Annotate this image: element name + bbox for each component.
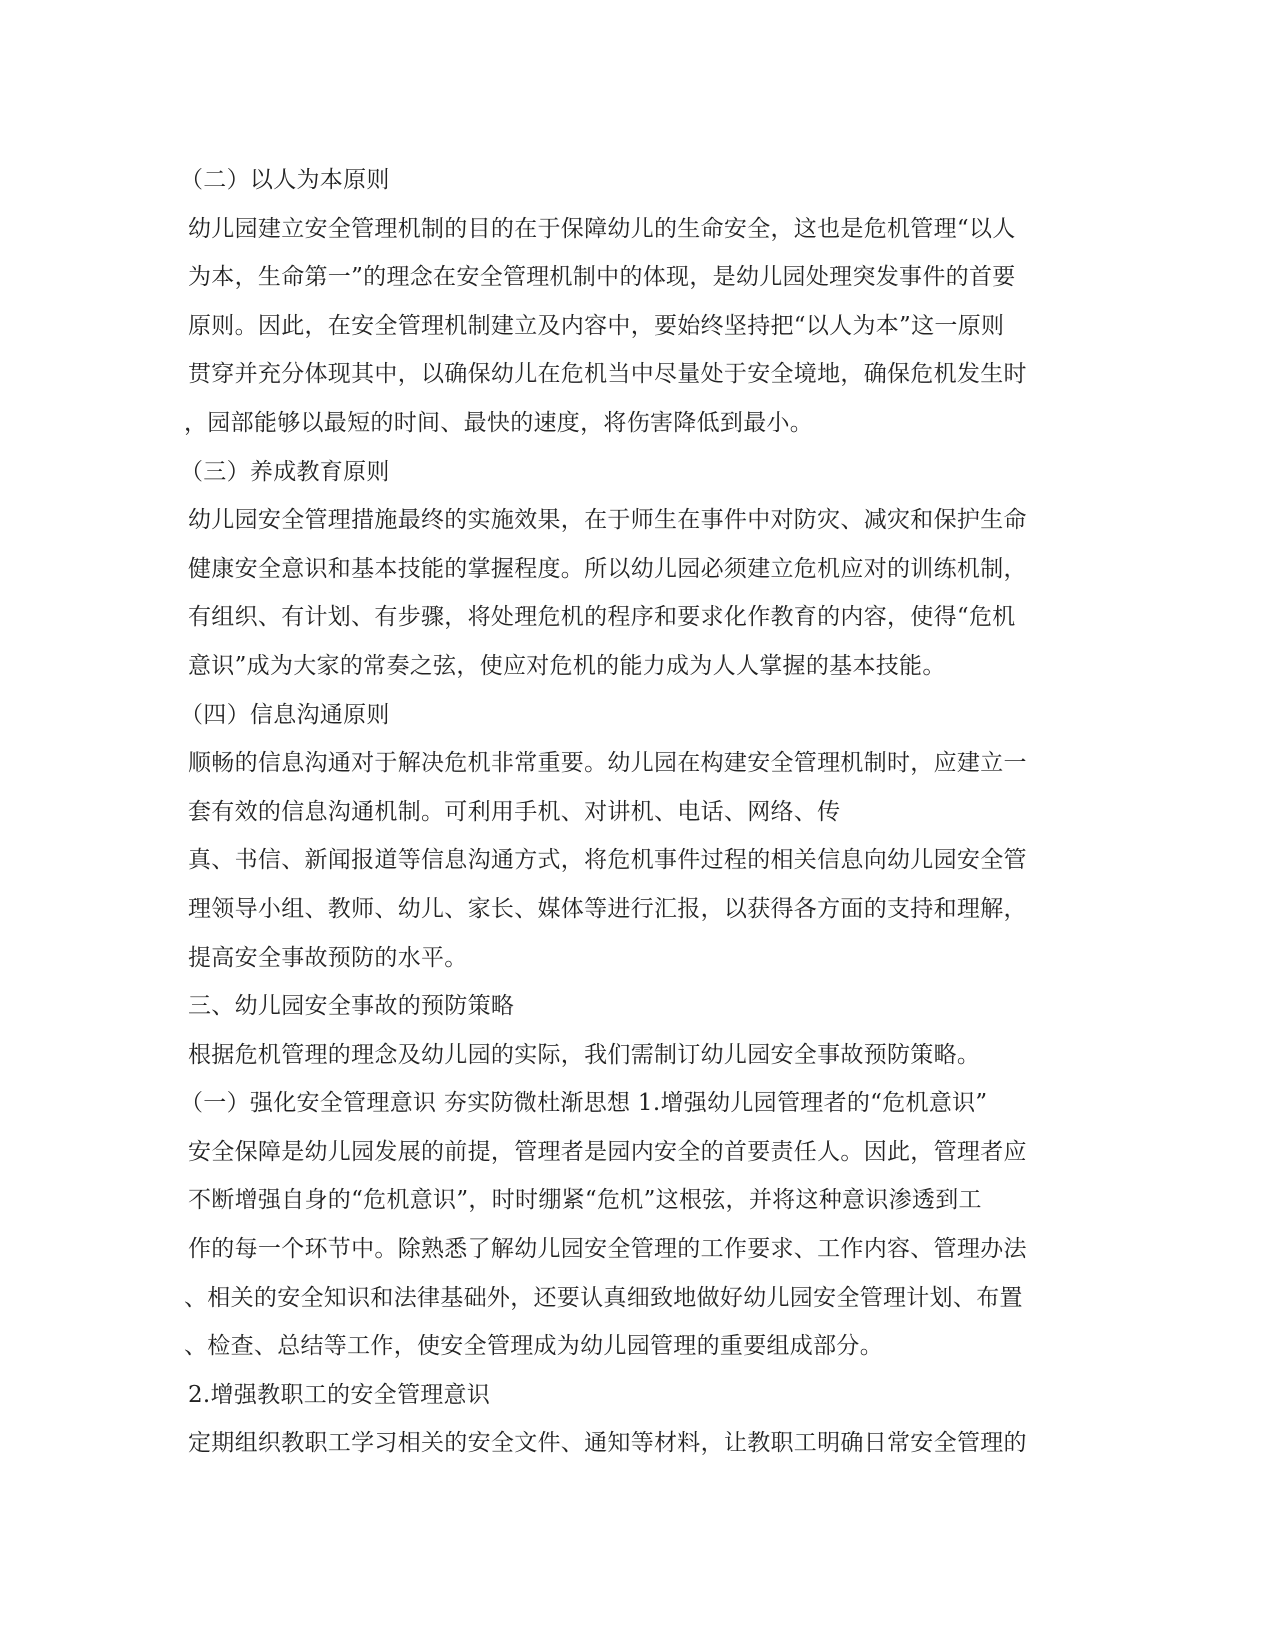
paragraph-line: 健康安全意识和基本技能的掌握程度。所以幼儿园必须建立危机应对的训练机制，	[188, 555, 1027, 582]
section-heading-habit-education: （三）养成教育原则	[180, 458, 390, 485]
paragraph-line: 、相关的安全知识和法律基础外，还要认真细致地做好幼儿园安全管理计划、布置	[184, 1284, 1023, 1311]
paragraph-line: ，园部能够以最短的时间、最快的速度，将伤害降低到最小。	[184, 409, 814, 436]
document-body	[180, 156, 1088, 1468]
paragraph-line: 理领导小组、教师、幼儿、家长、媒体等进行汇报，以获得各方面的支持和理解，	[188, 895, 1027, 922]
paragraph-line: 、检查、总结等工作，使安全管理成为幼儿园管理的重要组成部分。	[184, 1333, 883, 1360]
subsection-heading-staff-awareness: 2.增强教职工的安全管理意识	[188, 1381, 491, 1408]
paragraph-line: 顺畅的信息沟通对于解决危机非常重要。幼儿园在构建安全管理机制时，应建立一	[188, 750, 1027, 777]
paragraph-line: 作的每一个环节中。除熟悉了解幼儿园安全管理的工作要求、工作内容、管理办法	[188, 1236, 1027, 1263]
chapter-heading-prevention-strategy: 三、幼儿园安全事故的预防策略	[188, 993, 515, 1020]
section-heading-safety-awareness: （一）强化安全管理意识 夯实防微杜渐思想 1.增强幼儿园管理者的“危机意识”	[180, 1090, 988, 1117]
paragraph-line: 为本，生命第一”的理念在安全管理机制中的体现，是幼儿园处理突发事件的首要	[188, 264, 1016, 291]
paragraph-line: 根据危机管理的理念及幼儿园的实际，我们需制订幼儿园安全事故预防策略。	[188, 1041, 981, 1068]
paragraph-line: 真、书信、新闻报道等信息沟通方式，将危机事件过程的相关信息向幼儿园安全管	[188, 847, 1027, 874]
paragraph-line: 原则。因此，在安全管理机制建立及内容中，要始终坚持把“以人为本”这一原则	[188, 312, 1005, 339]
paragraph-line: 定期组织教职工学习相关的安全文件、通知等材料，让教职工明确日常安全管理的	[188, 1430, 1027, 1457]
paragraph-line: 意识”成为大家的常奏之弦，使应对危机的能力成为人人掌握的基本技能。	[188, 652, 946, 679]
paragraph-line: 不断增强自身的“危机意识”，时时绷紧“危机”这根弦，并将这种意识渗透到工	[188, 1187, 982, 1214]
paragraph-line: 套有效的信息沟通机制。可利用手机、对讲机、电话、网络、传	[188, 798, 841, 825]
paragraph-line: 有组织、有计划、有步骤，将处理危机的程序和要求化作教育的内容，使得“危机	[188, 604, 1016, 631]
paragraph-line: 幼儿园安全管理措施最终的实施效果，在于师生在事件中对防灾、减灾和保护生命	[188, 507, 1027, 534]
paragraph-line: 贯穿并充分体现其中，以确保幼儿在危机当中尽量处于安全境地，确保危机发生时	[188, 361, 1027, 388]
paragraph-line: 提高安全事故预防的水平。	[188, 944, 468, 971]
section-heading-communication: （四）信息沟通原则	[180, 701, 390, 728]
paragraph-line: 幼儿园建立安全管理机制的目的在于保障幼儿的生命安全，这也是危机管理“以人	[188, 215, 1016, 242]
section-heading-people-oriented: （二）以人为本原则	[180, 167, 390, 193]
paragraph-line: 安全保障是幼儿园发展的前提，管理者是园内安全的首要责任人。因此，管理者应	[188, 1138, 1027, 1165]
